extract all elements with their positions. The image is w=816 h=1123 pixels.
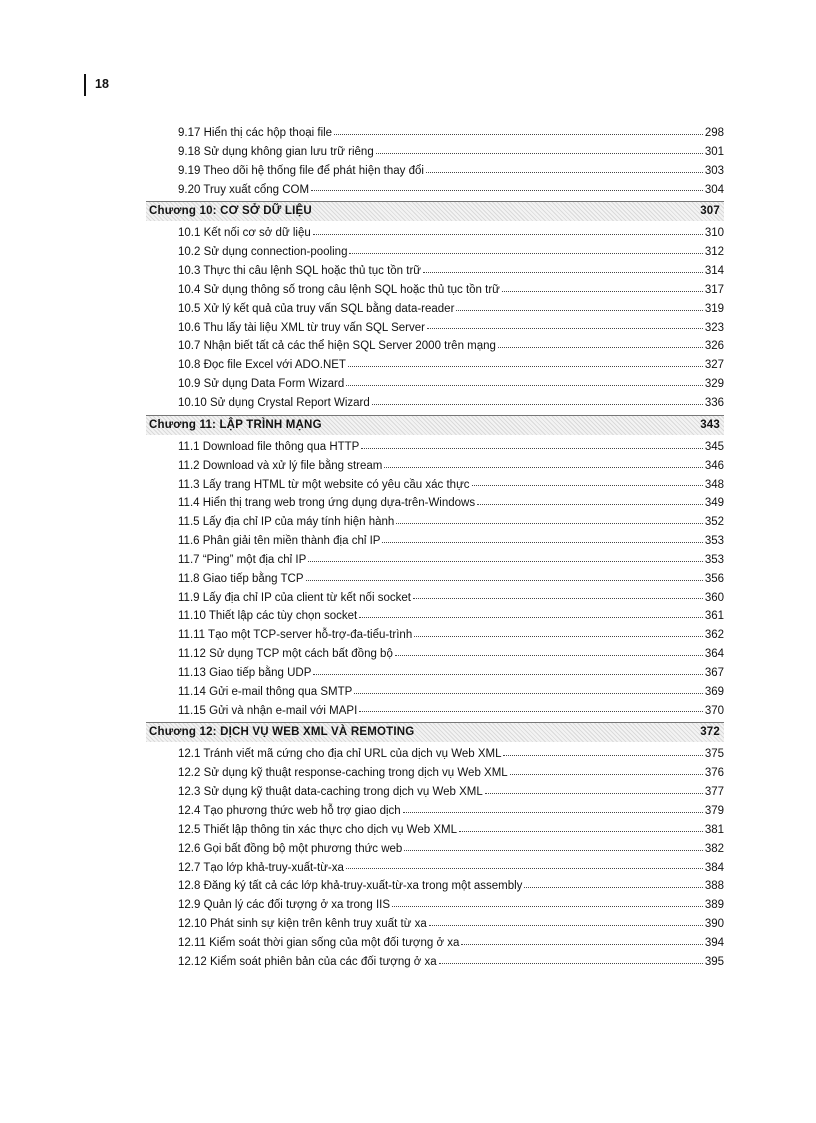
toc-entry-page: 356 — [704, 572, 724, 585]
toc-entry[interactable] — [148, 607, 724, 626]
dot-leader — [376, 152, 703, 154]
dot-leader — [395, 654, 703, 656]
dot-leader — [313, 673, 702, 675]
toc-entry[interactable] — [148, 953, 724, 972]
dot-leader — [346, 867, 703, 869]
toc-entry-page: 364 — [704, 648, 724, 661]
toc-entry[interactable] — [148, 626, 724, 645]
toc-entry-page: 395 — [704, 955, 724, 968]
toc-entry-title: 11.5 Lấy địa chỉ IP của máy tính hiện hành — [178, 516, 395, 529]
toc-entry[interactable] — [148, 821, 724, 840]
toc-entry-title: 10.9 Sử dụng Data Form Wizard — [178, 378, 345, 391]
toc-entry-page: 310 — [704, 227, 724, 240]
toc-entry-page: 348 — [704, 478, 724, 491]
toc-entry[interactable] — [148, 764, 724, 783]
dot-leader — [392, 905, 703, 907]
dot-leader — [334, 133, 703, 135]
toc-entry[interactable] — [148, 859, 724, 878]
toc-entry[interactable] — [148, 262, 724, 281]
dot-leader — [439, 962, 703, 964]
dot-leader — [306, 579, 703, 581]
dot-leader — [346, 384, 703, 386]
toc-entry[interactable] — [148, 702, 724, 721]
toc-entry-title: 10.3 Thực thi câu lệnh SQL hoặc thủ tục tồn trữ — [178, 265, 421, 278]
toc-entry-title: 12.5 Thiết lập thông tin xác thực cho dịch vụ Web XML — [178, 823, 457, 836]
chapter-title: Chương 12: DỊCH VỤ WEB XML VÀ REMOTING — [149, 726, 415, 739]
toc-entry[interactable] — [148, 783, 724, 802]
toc-entry-title: 10.1 Kết nối cơ sở dữ liệu — [178, 227, 311, 240]
toc-entry-title: 12.3 Sử dụng kỹ thuật data-caching trong dịch vụ Web XML — [178, 786, 483, 799]
chapter-heading[interactable] — [146, 722, 724, 742]
dot-leader — [354, 692, 702, 694]
toc-entry[interactable] — [148, 877, 724, 896]
toc-entry-page: 394 — [704, 936, 724, 949]
toc-entry[interactable] — [148, 243, 724, 262]
toc-entry[interactable] — [148, 513, 724, 532]
toc-entry-title: 10.5 Xử lý kết quả của truy vấn SQL bằng data-reader — [178, 302, 455, 315]
toc-entry-title: 10.7 Nhận biết tất cả các thể hiện SQL Server 2000 trên mạng — [178, 340, 496, 353]
toc-entry-page: 353 — [704, 535, 724, 548]
dot-leader — [456, 309, 702, 311]
toc-entry-title: 11.7 “Ping” một địa chỉ IP — [178, 553, 307, 566]
toc-entry-page: 362 — [704, 629, 724, 642]
dot-leader — [414, 635, 703, 637]
dot-leader — [426, 171, 703, 173]
toc-entry[interactable] — [148, 532, 724, 551]
toc-entry-page: 370 — [704, 704, 724, 717]
toc-entry-title: 12.2 Sử dụng kỹ thuật response-caching trong dịch vụ Web XML — [178, 767, 508, 780]
toc-entry-title: 11.4 Hiển thị trang web trong ứng dụng dựa-trên-Windows — [178, 497, 476, 510]
page-number-marker — [84, 74, 86, 96]
toc-entry-title: 12.9 Quản lý các đối tượng ở xa trong IIS — [178, 899, 391, 912]
toc-entry-page: 336 — [704, 396, 724, 409]
dot-leader — [348, 365, 703, 367]
toc-entry-page: 298 — [704, 127, 724, 139]
chapter-title: Chương 10: CƠ SỞ DỮ LIỆU — [149, 205, 312, 218]
dot-leader — [396, 522, 703, 524]
toc-entry-title: 11.10 Thiết lập các tùy chọn socket — [178, 610, 358, 623]
toc-entry[interactable] — [148, 124, 724, 143]
toc-entry[interactable] — [148, 551, 724, 570]
toc-entry-page: 327 — [704, 359, 724, 372]
toc-entry-page: 304 — [704, 183, 724, 196]
toc-entry-page: 390 — [704, 918, 724, 931]
toc-entry[interactable] — [148, 300, 724, 319]
dot-leader — [461, 943, 702, 945]
dot-leader — [502, 290, 703, 292]
toc-entry[interactable] — [148, 840, 724, 859]
toc-entry[interactable] — [148, 476, 724, 495]
dot-leader — [429, 924, 703, 926]
toc-entry[interactable] — [148, 143, 724, 162]
toc-entry[interactable] — [148, 281, 724, 300]
toc-entry-page: 314 — [704, 265, 724, 278]
chapter-heading[interactable] — [146, 415, 724, 435]
table-of-contents — [148, 124, 724, 972]
toc-entry[interactable] — [148, 915, 724, 934]
toc-entry-page: 361 — [704, 610, 724, 623]
toc-entry-title: 11.13 Giao tiếp bằng UDP — [178, 666, 312, 679]
toc-entry-title: 12.8 Đăng ký tất cả các lớp khả-truy-xuất-từ-xa trong một assembly — [178, 880, 523, 893]
toc-entry[interactable] — [148, 896, 724, 915]
toc-entry-title: 9.18 Sử dụng không gian lưu trữ riêng — [178, 145, 374, 158]
toc-entry-page: 375 — [704, 748, 724, 761]
dot-leader — [308, 560, 703, 562]
toc-entry-title: 12.1 Tránh viết mã cứng cho địa chỉ URL của dịch vụ Web XML — [178, 748, 502, 761]
toc-entry-title: 11.11 Tạo một TCP-server hỗ-trợ-đa-tiểu-trình — [178, 629, 413, 642]
toc-entry[interactable] — [148, 683, 724, 702]
toc-entry-page: 301 — [704, 145, 724, 158]
toc-entry[interactable] — [148, 337, 724, 356]
toc-entry[interactable] — [148, 494, 724, 513]
toc-entry-page: 367 — [704, 666, 724, 679]
dot-leader — [311, 189, 703, 191]
dot-leader — [403, 811, 703, 813]
toc-entry-page: 376 — [704, 767, 724, 780]
toc-entry-title: 11.15 Gửi và nhận e-mail với MAPI — [178, 704, 358, 717]
toc-entry[interactable] — [148, 394, 724, 413]
toc-entry-page: 381 — [704, 823, 724, 836]
toc-entry[interactable] — [148, 319, 724, 338]
toc-entry-page: 384 — [704, 861, 724, 874]
dot-leader — [472, 484, 703, 486]
dot-leader — [485, 792, 703, 794]
toc-entry-title: 10.6 Thu lấy tài liệu XML từ truy vấn SQL Server — [178, 321, 425, 334]
toc-entry-title: 11.14 Gửi e-mail thông qua SMTP — [178, 685, 353, 698]
toc-entry-page: 349 — [704, 497, 724, 510]
dot-leader — [413, 597, 703, 599]
toc-entry[interactable] — [148, 457, 724, 476]
chapter-heading[interactable] — [146, 201, 724, 221]
toc-entry-title: 11.8 Giao tiếp bằng TCP — [178, 572, 304, 585]
toc-entry[interactable] — [148, 162, 724, 181]
dot-leader — [382, 541, 702, 543]
toc-entry-page: 379 — [704, 805, 724, 817]
toc-entry-page: 369 — [704, 685, 724, 698]
dot-leader — [313, 233, 703, 235]
dot-leader — [459, 830, 703, 832]
toc-entry-page: 360 — [704, 591, 724, 604]
toc-entry[interactable] — [148, 375, 724, 394]
toc-entry-title: 10.8 Đọc file Excel với ADO.NET — [178, 359, 346, 372]
toc-entry-page: 329 — [704, 378, 724, 391]
chapter-title: Chương 11: LẬP TRÌNH MẠNG — [149, 418, 322, 431]
toc-entry-title: 10.4 Sử dụng thông số trong câu lệnh SQL hoặc thủ tục tồn trữ — [178, 283, 500, 296]
toc-entry[interactable] — [148, 570, 724, 589]
toc-entry-page: 312 — [704, 246, 724, 259]
dot-leader — [498, 346, 703, 348]
toc-entry[interactable] — [148, 934, 724, 953]
dot-leader — [524, 886, 702, 888]
dot-leader — [477, 503, 703, 505]
toc-entry-title: 10.2 Sử dụng connection-pooling — [178, 246, 348, 259]
dot-leader — [361, 447, 702, 449]
toc-entry-page: 317 — [704, 283, 724, 296]
toc-entry-page: 388 — [704, 880, 724, 893]
chapter-page: 307 — [700, 205, 720, 218]
toc-entry[interactable] — [148, 802, 724, 821]
toc-entry-page: 352 — [704, 516, 724, 529]
toc-entry-page: 353 — [704, 553, 724, 566]
toc-entry-title: 11.9 Lấy địa chỉ IP của client từ kết nối socket — [178, 591, 411, 604]
toc-entry-title: 11.6 Phân giải tên miền thành địa chỉ IP — [178, 535, 381, 548]
toc-entry-page: 303 — [704, 164, 724, 177]
toc-entry-page: 319 — [704, 302, 724, 315]
toc-entry-page: 345 — [704, 440, 724, 453]
toc-entry-title: 12.6 Gọi bất đồng bộ một phương thức web — [178, 842, 403, 855]
toc-entry-title: 11.3 Lấy trang HTML từ một website có yêu cầu xác thực — [178, 478, 470, 491]
toc-entry-title: 9.20 Truy xuất cổng COM — [178, 183, 310, 196]
toc-entry-page: 377 — [704, 786, 724, 799]
toc-entry-title: 11.12 Sử dụng TCP một cách bất đồng bộ — [178, 648, 393, 661]
dot-leader — [384, 466, 702, 468]
toc-entry-title: 12.4 Tạo phương thức web hỗ trợ giao dịch — [178, 805, 401, 817]
chapter-page: 343 — [700, 418, 720, 431]
toc-entry-title: 12.10 Phát sinh sự kiện trên kênh truy xuất từ xa — [178, 918, 427, 931]
toc-entry[interactable] — [148, 745, 724, 764]
toc-entry[interactable] — [148, 181, 724, 200]
toc-entry[interactable] — [148, 589, 724, 608]
toc-entry-page: 389 — [704, 899, 724, 912]
toc-entry-page: 326 — [704, 340, 724, 353]
toc-entry-page: 382 — [704, 842, 724, 855]
dot-leader — [359, 710, 703, 712]
dot-leader — [372, 403, 703, 405]
toc-entry-page: 346 — [704, 459, 724, 472]
toc-entry-title: 9.17 Hiển thị các hộp thoại file — [178, 127, 333, 139]
page-number: 18 — [95, 77, 109, 91]
dot-leader — [423, 271, 703, 273]
dot-leader — [404, 849, 702, 851]
toc-entry-page: 323 — [704, 321, 724, 334]
toc-entry-title: 10.10 Sử dụng Crystal Report Wizard — [178, 396, 370, 409]
toc-entry[interactable] — [148, 664, 724, 683]
toc-entry[interactable] — [148, 356, 724, 375]
dot-leader — [503, 754, 702, 756]
dot-leader — [349, 252, 702, 254]
toc-entry-title: 9.19 Theo dõi hệ thống file để phát hiện thay đổi — [178, 164, 424, 177]
toc-entry-title: 12.7 Tạo lớp khả-truy-xuất-từ-xa — [178, 861, 344, 874]
toc-entry[interactable] — [148, 224, 724, 243]
toc-entry[interactable] — [148, 645, 724, 664]
dot-leader — [510, 773, 703, 775]
toc-entry-title: 11.2 Download và xử lý file bằng stream — [178, 459, 383, 472]
dot-leader — [427, 327, 703, 329]
chapter-page: 372 — [700, 726, 720, 739]
toc-entry[interactable] — [148, 438, 724, 457]
toc-entry-title: 12.11 Kiểm soát thời gian sống của một đối tượng ở xa — [178, 936, 460, 949]
toc-entry-title: 11.1 Download file thông qua HTTP — [178, 440, 360, 453]
dot-leader — [359, 616, 703, 618]
toc-entry-title: 12.12 Kiểm soát phiên bản của các đối tượng ở xa — [178, 955, 437, 968]
